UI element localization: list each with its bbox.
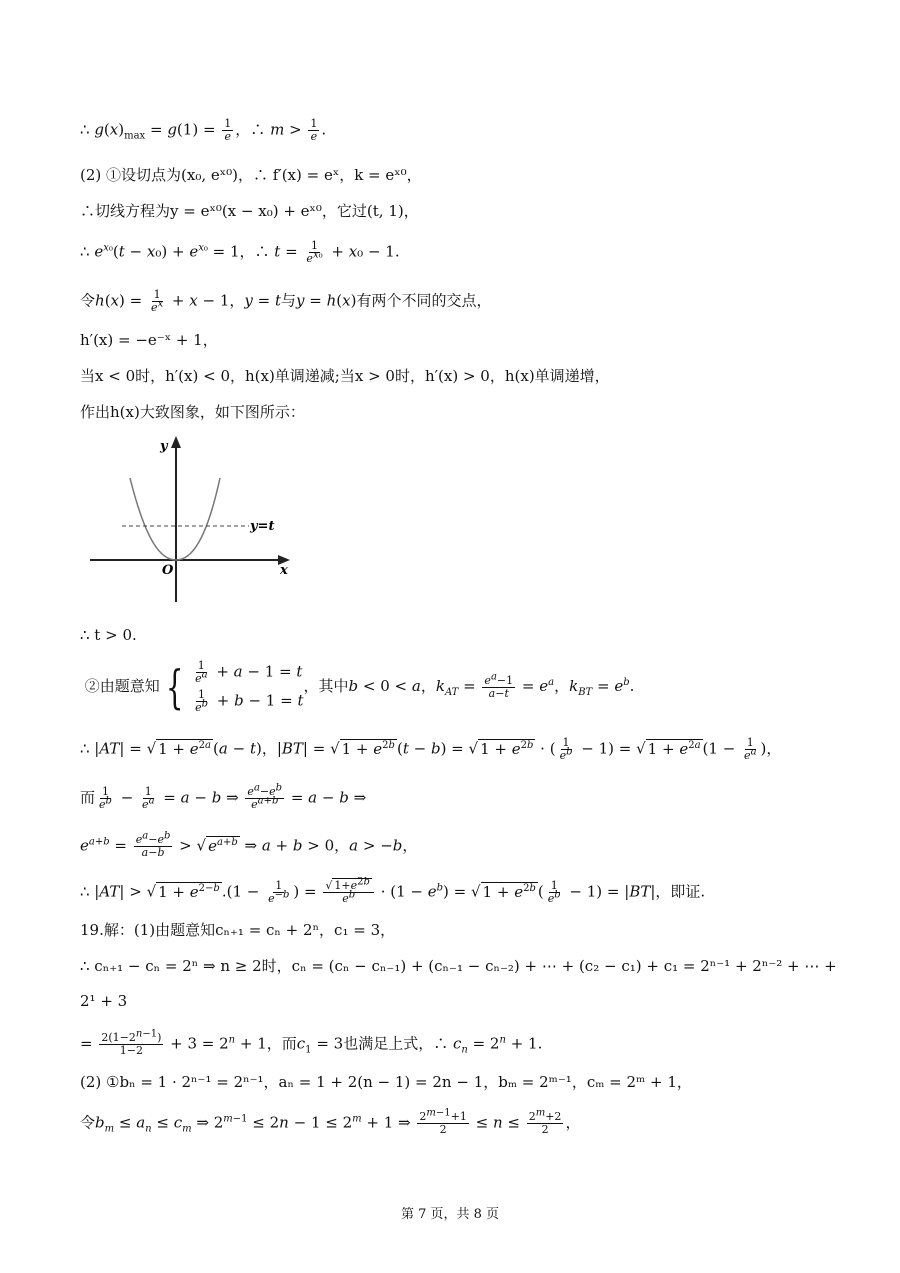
- origin-label: O: [162, 563, 174, 578]
- math-line-20: (2) ①bₙ = 1 · 2ⁿ⁻¹ = 2ⁿ⁻¹，aₙ = 1 + 2(n − 1) = 2n − 1，bₘ = 2ᵐ⁻¹，cₘ = 2ᵐ + 1，: [80, 1073, 692, 1091]
- math-line-13: $e^{a+b}$ = $\frac{e^a-e^b}{a-b}$ > √ $e^{a+b}$ ⇒ a + b > 0，a > −b，: [80, 830, 418, 859]
- math-line-9: ∴ t > 0.: [80, 626, 137, 644]
- math-line-14: ∴ |AT| > √ $1 + e^{2-b}$ .(1 − $\frac{1}{e^{-b}}$ ) = $\frac{√ 1+e^{2b}}{e^b}$ · $(1 - e^b)$ = √ $1 + e^{2b}$ ( $\frac{1}{e^b}$ − 1) = |BT|，即证.: [80, 876, 706, 905]
- y-axis-label: y: [160, 439, 168, 454]
- math-line-1: ∴ $g(x)_{max} = g(1)$ = $\frac{1}{e}$ ，∴ m > $\frac{1}{e}$ .: [80, 117, 327, 143]
- math-line-12: 而 $\frac{1}{e^b}$ − $\frac{1}{e^a}$ = a − b ⇒ $\frac{e^a-e^b}{e^{a+b}}$ = a − b ⇒: [80, 782, 367, 811]
- x-axis-label: x: [280, 563, 288, 578]
- math-line-6: h′(x) = −e⁻ˣ + 1，: [80, 331, 218, 349]
- math-line-5: 令h(x) = $\frac{1}{e^x}$ + x − 1，y = t与y = h(x)有两个不同的交点，: [80, 288, 492, 314]
- math-line-10: ②由题意知 { $\frac{1}{e^a}$ + a − 1 = t $\frac{1}{e^b}$ + b − 1 = t ，其中b < 0 < a，$k_{AT}$ = $\frac{e^a-1}{a-t}$ = $e^a$，$k_{BT} = e^b$.: [80, 659, 635, 714]
- math-line-11: ∴ |AT| = √ $1 + e^{2a}$ (a − t)，|BT| = √ $1 + e^{2b}$ (t − b) = √ $1 + e^{2b}$ · ( $\frac{1}{e^b}$ − 1) = √ $1 + e^{2a}$ (1 − $\frac{1}{e^a}$ )，: [80, 736, 782, 762]
- math-line-3: ∴切线方程为y = eˣ⁰(x − x₀) + eˣ⁰，它过(t, 1)，: [80, 202, 419, 220]
- math-line-18: 2¹ + 3: [80, 992, 128, 1010]
- math-line-16: 19.解：(1)由题意知cₙ₊₁ = cₙ + 2ⁿ，c₁ = 3，: [80, 921, 396, 939]
- math-line-17: ∴ cₙ₊₁ − cₙ = 2ⁿ ⇒ n ≥ 2时，cₙ = (cₙ − cₙ₋₁) + (cₙ₋₁ − cₙ₋₂) + ⋯ + (c₂ − c₁) + c₁ = 2ⁿ⁻¹ + 2ⁿ⁻² + ⋯ +: [80, 957, 837, 975]
- page-footer: 第 7 页，共 8 页: [400, 1207, 500, 1222]
- math-line-21: 令$b_m \le a_n \le c_m$ ⇒ $2^{m-1} \le 2n - 1 \le 2^m + 1$ ⇒ $\frac{2^{m-1}+1}{2}$ ≤ n ≤ $\frac{2^m+2}{2}$ ，: [80, 1107, 581, 1136]
- y-axis-arrow: [171, 436, 181, 448]
- math-line-8: 作出h(x)大致图象，如下图所示：: [80, 403, 305, 421]
- math-line-2: (2) ①设切点为(x₀, eˣ⁰)，∴ f′(x) = eˣ，k = eˣ⁰，: [80, 166, 422, 184]
- math-line-4: ∴ $e^{x_0}(t - x_0) + e^{x_0} = 1$，∴ t = $\frac{1}{e^{x_0}}$ + x₀ − 1.: [80, 239, 400, 265]
- math-line-19: = $\frac{2(1-2^{n-1})}{1-2}$ + $3 = 2^n + 1$，而$c_1 = 3$也满足上式，∴ $c_n = 2^n + 1$.: [80, 1028, 543, 1057]
- function-graph: [86, 432, 296, 607]
- line-label: y=t: [250, 519, 275, 534]
- math-line-7: 当x < 0时，h′(x) < 0，h(x)单调递减;当x > 0时，h′(x) > 0，h(x)单调递增，: [80, 367, 610, 385]
